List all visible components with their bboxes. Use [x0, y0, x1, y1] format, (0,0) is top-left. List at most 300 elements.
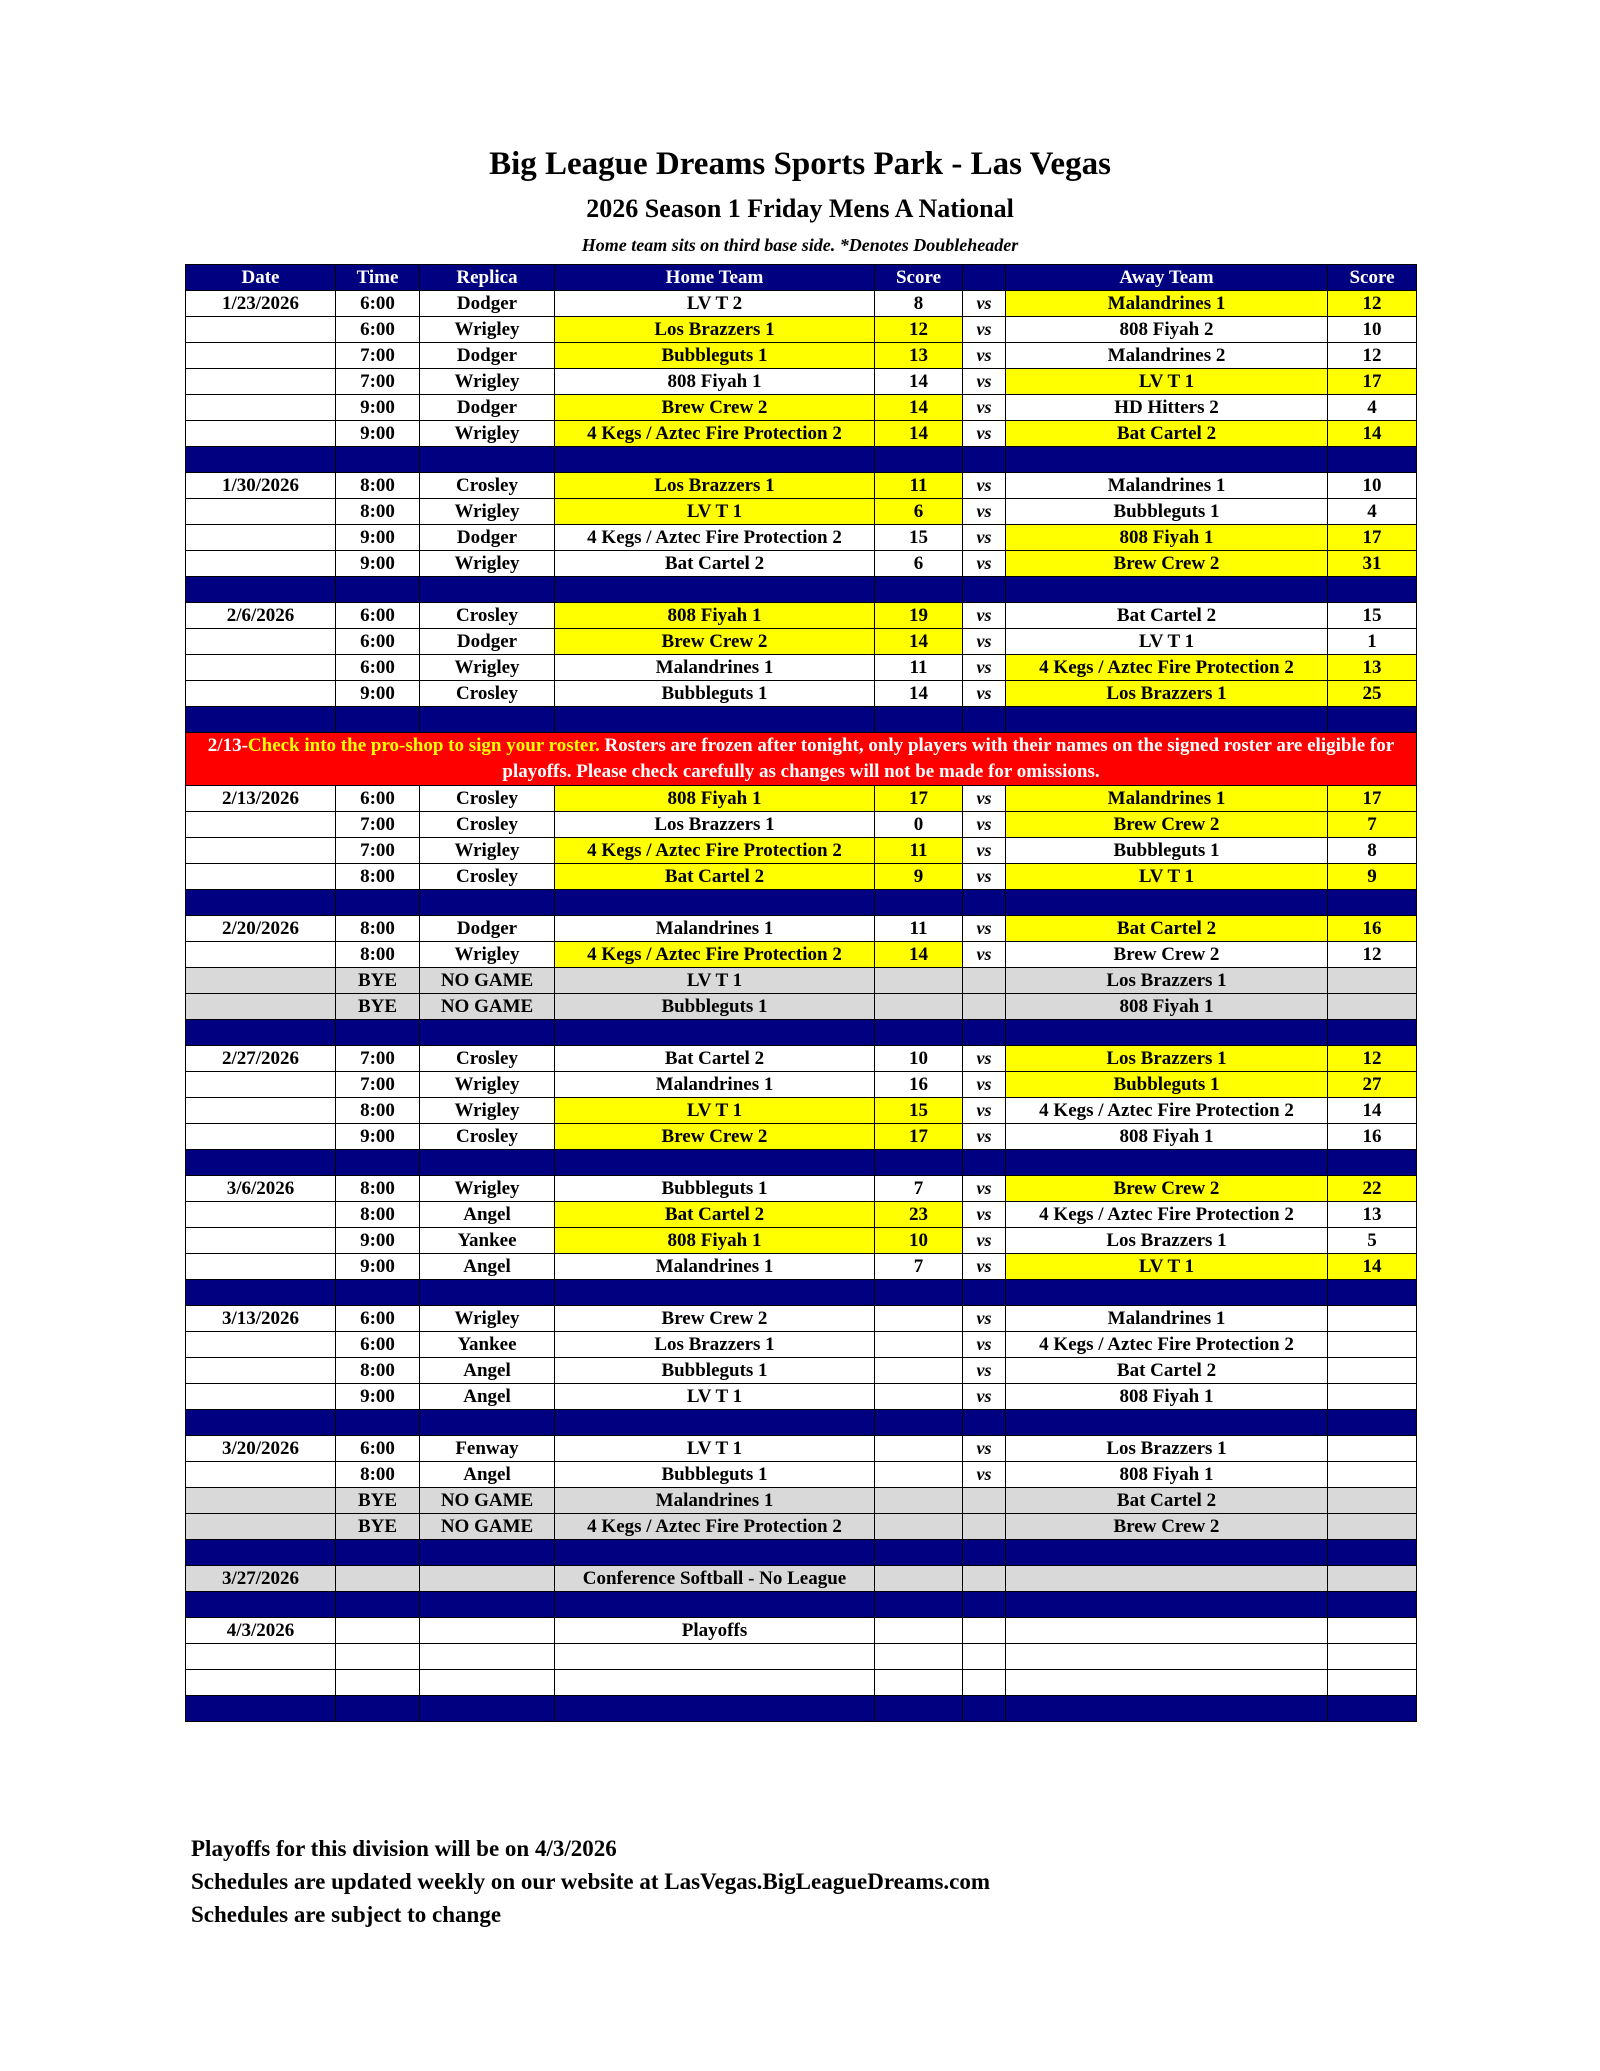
- home-team-cell: Bat Cartel 2: [555, 1202, 875, 1228]
- time-cell: 8:00: [336, 916, 420, 942]
- time-cell: 6:00: [336, 629, 420, 655]
- vs-label: vs: [963, 681, 1006, 707]
- separator-cell: [186, 577, 336, 603]
- time-cell: 9:00: [336, 1384, 420, 1410]
- date-cell: [186, 681, 336, 707]
- game-row: [186, 395, 1417, 421]
- away-score-cell: 14: [1328, 1254, 1417, 1280]
- time-cell: 9:00: [336, 681, 420, 707]
- separator-cell: [555, 1410, 875, 1436]
- date-cell: [186, 1124, 336, 1150]
- date-cell: [186, 1332, 336, 1358]
- vs-label: vs: [963, 421, 1006, 447]
- away-team-cell: 4 Kegs / Aztec Fire Protection 2: [1006, 1098, 1328, 1124]
- separator-cell: [420, 1150, 555, 1176]
- away-team-cell: LV T 1: [1006, 369, 1328, 395]
- replica-cell: Angel: [420, 1254, 555, 1280]
- separator-cell: [555, 1592, 875, 1618]
- home-score-cell: 0: [875, 812, 963, 838]
- page-title: Big League Dreams Sports Park - Las Vegas: [489, 146, 1111, 182]
- separator-cell: [1006, 890, 1328, 916]
- game-row: [186, 942, 1417, 968]
- away-team-cell: Bubbleguts 1: [1006, 838, 1328, 864]
- date-cell: 3/6/2026: [186, 1176, 336, 1202]
- away-score-cell: 14: [1328, 421, 1417, 447]
- vs-label: vs: [963, 525, 1006, 551]
- away-team-cell: LV T 1: [1006, 629, 1328, 655]
- away-team-cell: 808 Fiyah 1: [1006, 525, 1328, 551]
- game-row: [186, 317, 1417, 343]
- away-team-cell: 808 Fiyah 1: [1006, 1462, 1328, 1488]
- vs-label: vs: [963, 603, 1006, 629]
- date-cell: [186, 968, 336, 994]
- away-team-cell: 808 Fiyah 1: [1006, 1124, 1328, 1150]
- date-cell: [186, 395, 336, 421]
- time-cell: 8:00: [336, 1462, 420, 1488]
- away-score-cell: 17: [1328, 786, 1417, 812]
- away-team-cell: Los Brazzers 1: [1006, 1046, 1328, 1072]
- date-cell: [186, 343, 336, 369]
- time-cell: [336, 1566, 420, 1592]
- vs-label: vs: [963, 369, 1006, 395]
- separator-cell: [336, 447, 420, 473]
- date-cell: [186, 551, 336, 577]
- date-cell: [186, 525, 336, 551]
- separator-cell: [1328, 1150, 1417, 1176]
- vs-label: vs: [963, 942, 1006, 968]
- time-cell: 7:00: [336, 343, 420, 369]
- home-team-cell: Los Brazzers 1: [555, 812, 875, 838]
- home-team-cell: Bat Cartel 2: [555, 1046, 875, 1072]
- home-score-cell: [875, 1436, 963, 1462]
- time-cell: 6:00: [336, 1306, 420, 1332]
- game-row: [186, 291, 1417, 317]
- away-team-cell: [1006, 1618, 1328, 1644]
- separator-cell: [1328, 1592, 1417, 1618]
- vs-label: [963, 994, 1006, 1020]
- away-score-cell: 27: [1328, 1072, 1417, 1098]
- home-team-cell: Malandrines 1: [555, 1072, 875, 1098]
- home-score-cell: [875, 968, 963, 994]
- time-cell: 8:00: [336, 1176, 420, 1202]
- separator-cell: [963, 1592, 1006, 1618]
- game-row: [186, 1228, 1417, 1254]
- week-separator-row: [186, 1020, 1417, 1046]
- away-team-cell: 808 Fiyah 1: [1006, 1384, 1328, 1410]
- separator-cell: [963, 577, 1006, 603]
- separator-cell: [963, 1280, 1006, 1306]
- date-cell: 3/20/2026: [186, 1436, 336, 1462]
- home-team-cell: Los Brazzers 1: [555, 1332, 875, 1358]
- replica-cell: Wrigley: [420, 838, 555, 864]
- home-team-cell: Malandrines 1: [555, 1254, 875, 1280]
- away-team-cell: 4 Kegs / Aztec Fire Protection 2: [1006, 655, 1328, 681]
- separator-cell: [186, 1696, 336, 1722]
- date-cell: 3/13/2026: [186, 1306, 336, 1332]
- home-team-cell: 4 Kegs / Aztec Fire Protection 2: [555, 838, 875, 864]
- date-cell: [186, 421, 336, 447]
- away-score-cell: [1328, 1644, 1417, 1670]
- away-score-cell: 13: [1328, 655, 1417, 681]
- separator-cell: [420, 1280, 555, 1306]
- col-header-away-score: Score: [1328, 265, 1417, 291]
- date-cell: [186, 1514, 336, 1540]
- time-cell: 9:00: [336, 1254, 420, 1280]
- replica-cell: Yankee: [420, 1332, 555, 1358]
- game-row: [186, 838, 1417, 864]
- separator-cell: [1006, 1592, 1328, 1618]
- replica-cell: Crosley: [420, 1046, 555, 1072]
- separator-cell: [875, 1410, 963, 1436]
- week-separator-row: [186, 447, 1417, 473]
- replica-cell: Crosley: [420, 786, 555, 812]
- game-row: [186, 551, 1417, 577]
- game-row: [186, 1384, 1417, 1410]
- replica-cell: Wrigley: [420, 942, 555, 968]
- away-team-cell: Brew Crew 2: [1006, 812, 1328, 838]
- separator-cell: [963, 1150, 1006, 1176]
- away-score-cell: [1328, 1436, 1417, 1462]
- schedule-body: [186, 291, 1417, 1722]
- col-header-date: Date: [186, 265, 336, 291]
- separator-cell: [875, 577, 963, 603]
- time-cell: 9:00: [336, 1228, 420, 1254]
- separator-cell: [336, 1696, 420, 1722]
- separator-cell: [963, 890, 1006, 916]
- home-team-cell: Bubbleguts 1: [555, 994, 875, 1020]
- week-separator-row: [186, 577, 1417, 603]
- home-team-cell: 4 Kegs / Aztec Fire Protection 2: [555, 525, 875, 551]
- time-cell: BYE: [336, 1488, 420, 1514]
- time-cell: 6:00: [336, 603, 420, 629]
- separator-cell: [420, 1020, 555, 1046]
- home-score-cell: [875, 1514, 963, 1540]
- game-row: [186, 786, 1417, 812]
- replica-cell: Dodger: [420, 525, 555, 551]
- separator-cell: [963, 1410, 1006, 1436]
- bye-row: [186, 968, 1417, 994]
- away-score-cell: [1328, 1514, 1417, 1540]
- away-team-cell: Bat Cartel 2: [1006, 1488, 1328, 1514]
- home-team-cell: Bat Cartel 2: [555, 551, 875, 577]
- vs-label: vs: [963, 473, 1006, 499]
- separator-cell: [186, 1280, 336, 1306]
- home-team-cell: LV T 1: [555, 499, 875, 525]
- time-cell: 9:00: [336, 551, 420, 577]
- away-score-cell: 16: [1328, 1124, 1417, 1150]
- date-cell: 2/20/2026: [186, 916, 336, 942]
- home-score-cell: 23: [875, 1202, 963, 1228]
- away-team-cell: 4 Kegs / Aztec Fire Protection 2: [1006, 1202, 1328, 1228]
- home-team-cell: Malandrines 1: [555, 1488, 875, 1514]
- time-cell: 8:00: [336, 499, 420, 525]
- home-team-cell: Malandrines 1: [555, 655, 875, 681]
- bye-row: [186, 994, 1417, 1020]
- game-row: [186, 1644, 1417, 1670]
- vs-label: [963, 1618, 1006, 1644]
- separator-cell: [1328, 1540, 1417, 1566]
- game-row: [186, 1176, 1417, 1202]
- home-team-cell: LV T 1: [555, 1098, 875, 1124]
- separator-cell: [875, 1540, 963, 1566]
- vs-label: vs: [963, 1202, 1006, 1228]
- separator-cell: [963, 707, 1006, 733]
- away-team-cell: Malandrines 1: [1006, 786, 1328, 812]
- replica-cell: Wrigley: [420, 369, 555, 395]
- time-cell: [336, 1670, 420, 1696]
- separator-cell: [420, 447, 555, 473]
- separator-cell: [1006, 1280, 1328, 1306]
- separator-cell: [1328, 1410, 1417, 1436]
- away-score-cell: [1328, 1358, 1417, 1384]
- game-row: [186, 499, 1417, 525]
- vs-label: vs: [963, 551, 1006, 577]
- separator-cell: [186, 1020, 336, 1046]
- home-score-cell: 14: [875, 629, 963, 655]
- separator-cell: [336, 890, 420, 916]
- home-score-cell: 14: [875, 395, 963, 421]
- replica-cell: Wrigley: [420, 317, 555, 343]
- replica-cell: Wrigley: [420, 499, 555, 525]
- date-cell: 1/30/2026: [186, 473, 336, 499]
- home-score-cell: 14: [875, 681, 963, 707]
- away-score-cell: 17: [1328, 525, 1417, 551]
- separator-cell: [1328, 1696, 1417, 1722]
- home-score-cell: [875, 1306, 963, 1332]
- time-cell: 7:00: [336, 838, 420, 864]
- replica-cell: Wrigley: [420, 1306, 555, 1332]
- home-team-cell: Brew Crew 2: [555, 1306, 875, 1332]
- away-team-cell: Bat Cartel 2: [1006, 916, 1328, 942]
- separator-cell: [963, 1696, 1006, 1722]
- home-score-cell: 12: [875, 317, 963, 343]
- time-cell: 8:00: [336, 864, 420, 890]
- replica-cell: Angel: [420, 1358, 555, 1384]
- time-cell: BYE: [336, 1514, 420, 1540]
- home-score-cell: 10: [875, 1046, 963, 1072]
- date-cell: [186, 1488, 336, 1514]
- separator-cell: [186, 1150, 336, 1176]
- time-cell: 8:00: [336, 942, 420, 968]
- away-score-cell: 15: [1328, 603, 1417, 629]
- time-cell: 6:00: [336, 1332, 420, 1358]
- home-score-cell: [875, 1358, 963, 1384]
- home-team-cell: Bubbleguts 1: [555, 343, 875, 369]
- game-row: [186, 1462, 1417, 1488]
- home-team-cell: 4 Kegs / Aztec Fire Protection 2: [555, 1514, 875, 1540]
- home-score-cell: 8: [875, 291, 963, 317]
- separator-cell: [336, 1150, 420, 1176]
- replica-cell: Dodger: [420, 291, 555, 317]
- away-team-cell: [1006, 1644, 1328, 1670]
- home-team-cell: Bubbleguts 1: [555, 1358, 875, 1384]
- separator-cell: [555, 577, 875, 603]
- game-row: [186, 1124, 1417, 1150]
- home-team-cell: [555, 1670, 875, 1696]
- separator-cell: [875, 1280, 963, 1306]
- replica-cell: NO GAME: [420, 1514, 555, 1540]
- home-score-cell: 11: [875, 655, 963, 681]
- game-row: [186, 1670, 1417, 1696]
- separator-cell: [875, 447, 963, 473]
- date-cell: [186, 499, 336, 525]
- home-score-cell: 15: [875, 525, 963, 551]
- vs-label: vs: [963, 1358, 1006, 1384]
- game-row: [186, 1098, 1417, 1124]
- game-row: [186, 1306, 1417, 1332]
- replica-cell: NO GAME: [420, 968, 555, 994]
- away-score-cell: [1328, 1384, 1417, 1410]
- vs-label: vs: [963, 1228, 1006, 1254]
- separator-cell: [1006, 707, 1328, 733]
- week-separator-row: [186, 1592, 1417, 1618]
- separator-cell: [186, 447, 336, 473]
- week-separator-row: [186, 1696, 1417, 1722]
- away-score-cell: 8: [1328, 838, 1417, 864]
- col-header-home-score: Score: [875, 265, 963, 291]
- away-score-cell: 12: [1328, 942, 1417, 968]
- game-row: [186, 655, 1417, 681]
- separator-cell: [555, 707, 875, 733]
- separator-cell: [555, 1280, 875, 1306]
- away-score-cell: 22: [1328, 1176, 1417, 1202]
- away-score-cell: [1328, 1332, 1417, 1358]
- time-cell: 6:00: [336, 655, 420, 681]
- time-cell: 9:00: [336, 525, 420, 551]
- time-cell: 9:00: [336, 421, 420, 447]
- separator-cell: [1328, 447, 1417, 473]
- replica-cell: [420, 1566, 555, 1592]
- vs-label: [963, 1670, 1006, 1696]
- time-cell: 9:00: [336, 395, 420, 421]
- replica-cell: Wrigley: [420, 551, 555, 577]
- separator-cell: [555, 1150, 875, 1176]
- separator-cell: [963, 1020, 1006, 1046]
- separator-cell: [1006, 1020, 1328, 1046]
- replica-cell: NO GAME: [420, 1488, 555, 1514]
- game-row: [186, 1202, 1417, 1228]
- replica-cell: Wrigley: [420, 1072, 555, 1098]
- date-cell: 2/13/2026: [186, 786, 336, 812]
- home-score-cell: 11: [875, 473, 963, 499]
- vs-label: vs: [963, 343, 1006, 369]
- vs-label: vs: [963, 1254, 1006, 1280]
- home-score-cell: 16: [875, 1072, 963, 1098]
- away-score-cell: 10: [1328, 317, 1417, 343]
- home-team-cell: LV T 1: [555, 968, 875, 994]
- time-cell: BYE: [336, 994, 420, 1020]
- separator-cell: [1328, 1020, 1417, 1046]
- separator-cell: [1006, 1150, 1328, 1176]
- time-cell: 8:00: [336, 1098, 420, 1124]
- date-cell: [186, 1670, 336, 1696]
- separator-cell: [1328, 1280, 1417, 1306]
- separator-cell: [875, 1592, 963, 1618]
- date-cell: 3/27/2026: [186, 1566, 336, 1592]
- replica-cell: Wrigley: [420, 1098, 555, 1124]
- vs-label: vs: [963, 655, 1006, 681]
- game-row: [186, 629, 1417, 655]
- vs-label: vs: [963, 1436, 1006, 1462]
- week-separator-row: [186, 1410, 1417, 1436]
- home-score-cell: [875, 1384, 963, 1410]
- roster-notice: [186, 733, 1417, 786]
- date-cell: 2/6/2026: [186, 603, 336, 629]
- away-team-cell: LV T 1: [1006, 1254, 1328, 1280]
- away-score-cell: [1328, 1618, 1417, 1644]
- away-score-cell: 14: [1328, 1098, 1417, 1124]
- col-header-away-team: Away Team: [1006, 265, 1328, 291]
- home-team-cell: Bubbleguts 1: [555, 681, 875, 707]
- away-score-cell: 31: [1328, 551, 1417, 577]
- time-cell: 6:00: [336, 786, 420, 812]
- notice-text: Rosters are frozen after tonight, only players with their names on the signed roster are eligible for playoffs. Please check carefully as changes will not be made for omissions.: [502, 735, 1395, 782]
- time-cell: 8:00: [336, 1358, 420, 1384]
- col-header-replica: Replica: [420, 265, 555, 291]
- vs-label: vs: [963, 1462, 1006, 1488]
- date-cell: [186, 942, 336, 968]
- home-score-cell: 17: [875, 786, 963, 812]
- game-row: [186, 1332, 1417, 1358]
- vs-label: vs: [963, 1046, 1006, 1072]
- vs-label: [963, 1644, 1006, 1670]
- date-cell: [186, 1072, 336, 1098]
- away-team-cell: Los Brazzers 1: [1006, 968, 1328, 994]
- separator-cell: [875, 1020, 963, 1046]
- home-score-cell: 15: [875, 1098, 963, 1124]
- footer-change-note: Schedules are subject to change: [191, 1902, 502, 1927]
- away-score-cell: [1328, 1670, 1417, 1696]
- vs-label: [963, 1514, 1006, 1540]
- separator-cell: [420, 1540, 555, 1566]
- home-score-cell: 7: [875, 1254, 963, 1280]
- away-team-cell: 808 Fiyah 2: [1006, 317, 1328, 343]
- separator-cell: [336, 1410, 420, 1436]
- home-score-cell: [875, 1618, 963, 1644]
- game-row: [186, 1254, 1417, 1280]
- home-score-cell: [875, 1332, 963, 1358]
- vs-label: [963, 968, 1006, 994]
- vs-label: vs: [963, 1124, 1006, 1150]
- away-score-cell: 5: [1328, 1228, 1417, 1254]
- vs-label: vs: [963, 864, 1006, 890]
- vs-label: vs: [963, 786, 1006, 812]
- week-separator-row: [186, 1280, 1417, 1306]
- home-team-cell: [555, 1644, 875, 1670]
- home-team-cell: 808 Fiyah 1: [555, 369, 875, 395]
- away-team-cell: LV T 1: [1006, 864, 1328, 890]
- notice-highlight: Check into the pro-shop to sign your roster.: [247, 735, 600, 756]
- away-score-cell: 10: [1328, 473, 1417, 499]
- away-team-cell: [1006, 1566, 1328, 1592]
- vs-label: [963, 1566, 1006, 1592]
- home-score-cell: [875, 1566, 963, 1592]
- separator-cell: [420, 577, 555, 603]
- home-team-cell: 4 Kegs / Aztec Fire Protection 2: [555, 942, 875, 968]
- home-team-cell: 808 Fiyah 1: [555, 786, 875, 812]
- time-cell: 6:00: [336, 317, 420, 343]
- time-cell: [336, 1644, 420, 1670]
- time-cell: 7:00: [336, 812, 420, 838]
- replica-cell: Crosley: [420, 603, 555, 629]
- col-header-home-team: Home Team: [555, 265, 875, 291]
- home-score-cell: 11: [875, 916, 963, 942]
- roster-notice-row: [186, 733, 1417, 786]
- away-team-cell: 4 Kegs / Aztec Fire Protection 2: [1006, 1332, 1328, 1358]
- home-score-cell: 6: [875, 551, 963, 577]
- game-row: [186, 421, 1417, 447]
- date-cell: [186, 1202, 336, 1228]
